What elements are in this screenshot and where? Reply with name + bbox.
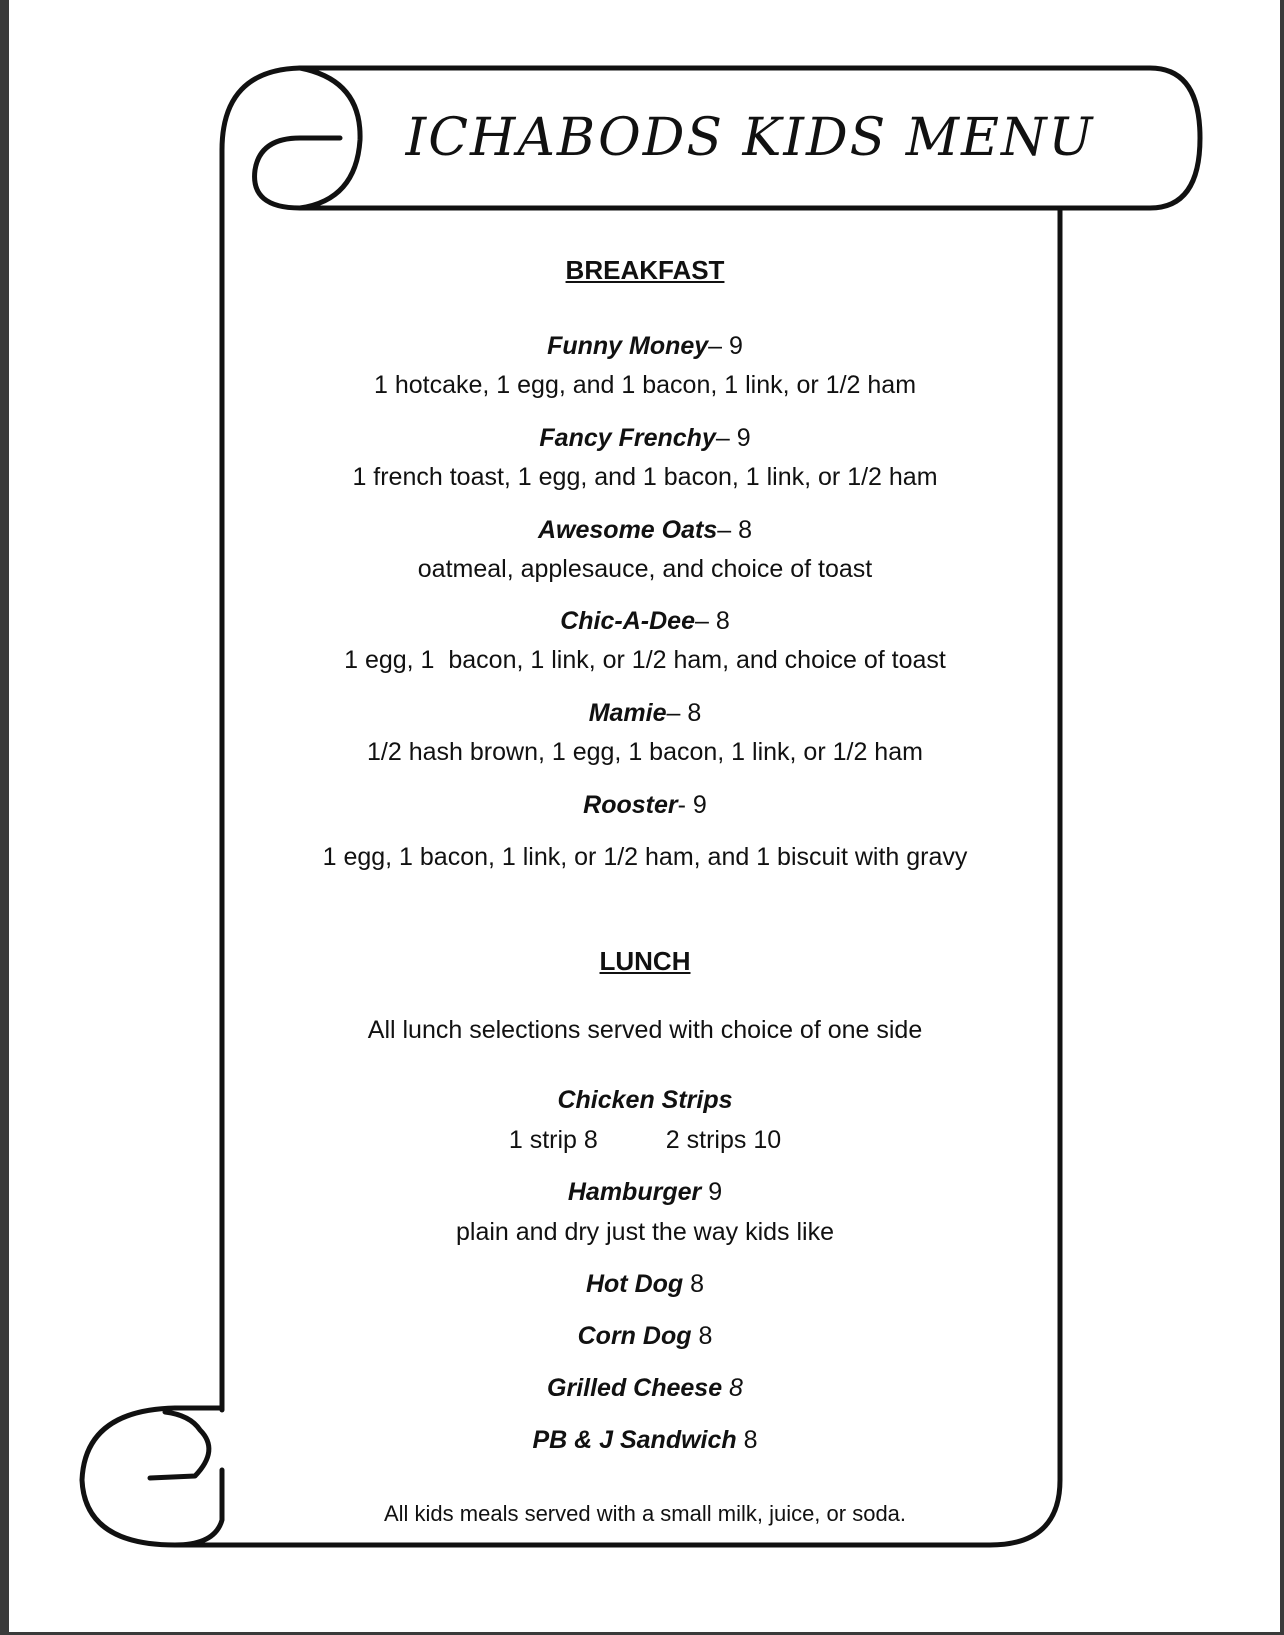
item-name: Awesome Oats [537, 516, 718, 544]
menu-item-grilled-cheese [245, 1374, 1045, 1403]
menu-item-funny-money [245, 332, 1045, 361]
item-name: Grilled Cheese [547, 1374, 723, 1402]
item-price: - 9 [677, 791, 707, 819]
menu-item-pb-and-j [245, 1426, 1045, 1455]
menu-title: ICHABODS KIDS MENU [405, 108, 1095, 168]
strip-option-one: 1 strip 8 [508, 1126, 598, 1154]
footer-note: All kids meals served with a small milk, juice, or soda. [383, 1501, 907, 1526]
item-price: – 8 [666, 699, 702, 727]
lunch-note: All lunch selections served with choice of one side [367, 1016, 923, 1044]
item-name: Hot Dog [585, 1270, 684, 1298]
item-name: Chic-A-Dee [560, 607, 695, 635]
item-price: 9 [701, 1178, 723, 1206]
item-price: – 9 [708, 332, 743, 360]
item-description: 1 french toast, 1 egg, and 1 bacon, 1 link, or 1/2 ham [352, 463, 938, 491]
item-price: 8 [736, 1426, 758, 1454]
menu-item-rooster [245, 791, 1045, 820]
item-name: Fancy Frenchy [539, 424, 716, 452]
item-name: PB & J Sandwich [532, 1426, 737, 1454]
menu-item-hamburger [245, 1178, 1045, 1207]
item-description: 1 hotcake, 1 egg, and 1 bacon, 1 link, or 1/2 ham [373, 371, 917, 399]
item-name: Corn Dog [577, 1322, 692, 1350]
item-name: Funny Money [547, 332, 709, 360]
item-description: 1 egg, 1 bacon, 1 link, or 1/2 ham, and choice of toast [344, 646, 946, 674]
item-name: Mamie [588, 699, 667, 727]
item-price: – 8 [694, 607, 730, 635]
item-price: – 9 [715, 424, 751, 452]
item-price: – 8 [717, 516, 752, 544]
item-description: 1/2 hash brown, 1 egg, 1 bacon, 1 link, or 1/2 ham [367, 738, 923, 766]
menu-item-fancy-frenchy [245, 424, 1045, 453]
menu-item-chic-a-dee [245, 607, 1045, 636]
menu-item-chicken-strips: Chicken Strips [557, 1086, 733, 1114]
breakfast-heading: BREAKFAST [565, 255, 725, 285]
lunch-heading: LUNCH [599, 946, 691, 976]
item-price: 8 [691, 1322, 713, 1350]
menu-item-awesome-oats [245, 516, 1045, 545]
strip-option-two: 2 strips 10 [665, 1126, 782, 1154]
menu-item-corn-dog [245, 1322, 1045, 1351]
menu-item-hot-dog [245, 1270, 1045, 1299]
menu-item-mamie [245, 699, 1045, 728]
item-description: plain and dry just the way kids like [456, 1218, 834, 1246]
item-description: 1 egg, 1 bacon, 1 link, or 1/2 ham, and 1 biscuit with gravy [322, 843, 968, 871]
item-name: Hamburger [567, 1178, 702, 1206]
item-name: Rooster [583, 791, 678, 819]
item-price: 8 [722, 1374, 743, 1402]
item-price: 8 [683, 1270, 705, 1298]
chicken-strip-options [245, 1126, 1045, 1155]
item-description: oatmeal, applesauce, and choice of toast [417, 555, 873, 583]
